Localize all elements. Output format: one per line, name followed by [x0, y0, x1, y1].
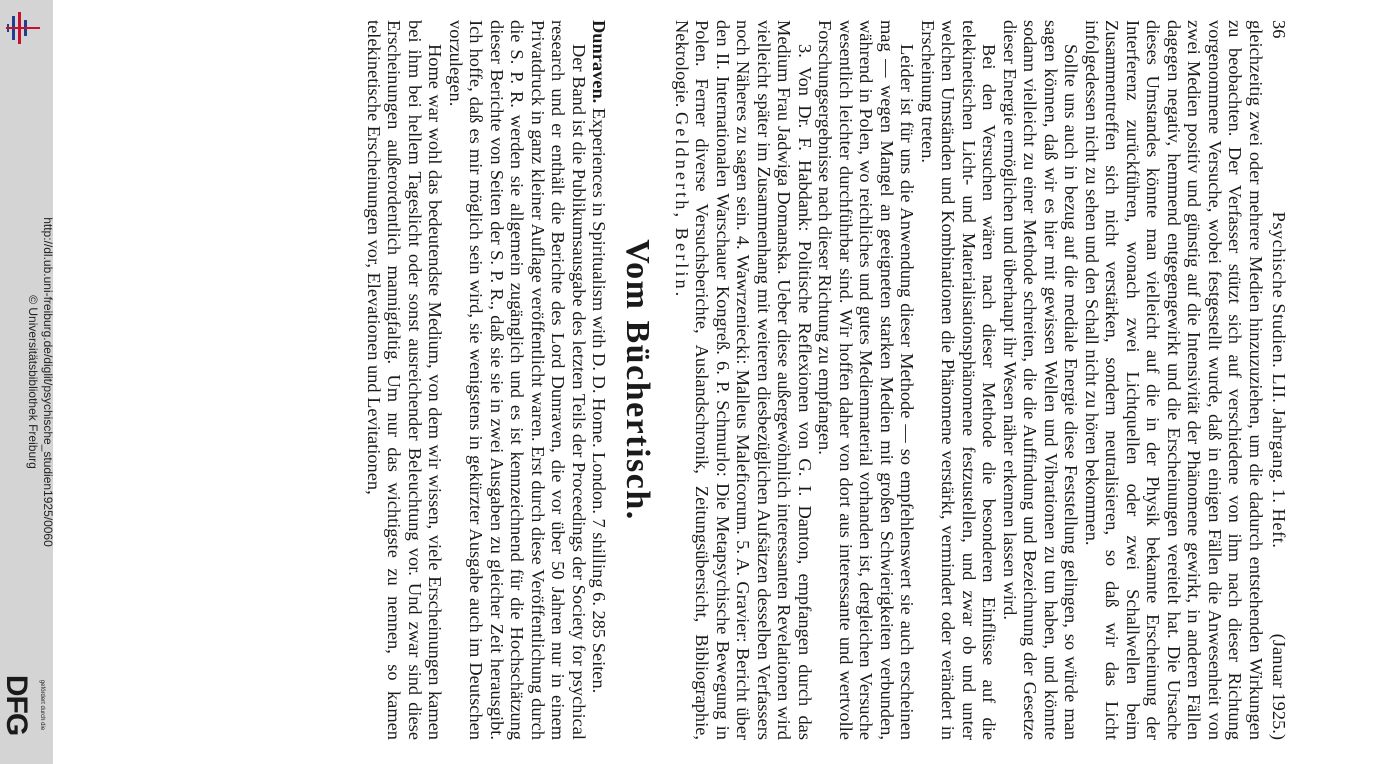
dfg-logo-icon: DFG [0, 674, 33, 736]
section-title: Vom Büchertisch. [619, 239, 657, 521]
scanned-page [100, 20, 1290, 740]
body-paragraph: gleichzeitig zwei oder mehrere Medien hinzuzuziehen, um die dadurch entstehenden Wirkungen zu beobachten. Der Verfasser stützt sich auf verschiedene von ihm nach dieser Richtung vorgenommene Versuche, wobei festgestellt wurde, daß in einigen Fällen die Anwesenheit von zwei Medien positiv und günstig auf die Intensivität der Phänomene gewirkt, in anderen Fällen dagegen negativ, hemmend entgegengewirkt und die Erscheinungen vereitelt hat. Die Ursache dieses Umstandes könnte man vielleicht auf die in der Physik bekannte Erscheinung der Interferenz zurückführen, wonach zwei Lichtquellen oder zwei Schallwellen beim Zusammentreffen sich nicht verstärken, sondern neutralisieren, so daß wir das Licht infolgedessen nicht zu sehen und den Schall nicht zu hören bekommen. [1082, 20, 1266, 740]
author-signature: Geldnerth, Berlin. [672, 111, 692, 300]
body-paragraph: Bei den Versuchen wären nach dieser Methode die besonderen Einflüsse auf die telekinetischen Licht- und Materialisationsphänomene festzustellen, und zwar ob und unter welchen Umständen und Kombinationen die Phänomene verstärkt, vermindert oder verändert in Erscheinung treten. [918, 20, 1000, 740]
body-paragraph: Home war wohl das bedeutendste Medium, von dem wir wissen, viele Erscheinungen kamen bei ihm bei hellem Tageslicht oder sonst ausreichender Beleuchtung vor. Und zwar sind diese Erscheinungen außerordentlich mannigfaltig. Um nur das wichtigste zu nennen, so kamen telekinetische Erscheinungen vor, Elevationen und Levitationen, [364, 20, 446, 740]
body-paragraph: Leider ist für uns die Anwendung dieser Methode — so empfehlenswert sie auch erscheinen mag — wegen Mangel an geeigneten starken Medien mit großen Schwierigkeiten verbunden, während in Polen, wo reichliches und gutes Medienmaterial vorhanden ist, dergleichen Versuche wesentlich leichter durchführbar sind. Wir hoffen daher von dort aus interessante und wertvolle Forschungsergebnisse nach dieser Richtung zu empfangen. [815, 20, 918, 740]
body-paragraph [672, 20, 816, 740]
body-paragraph: Sollte uns auch in bezug auf die mediale Energie diese Feststellung gelingen, so würde man sagen können, daß wir es hier mit gewissen Wellen und Vibrationen zu tun haben, und könnte sodann vielleicht zu einer Methode schreiten, die die Auffindung und Bezeichnung der Gesetze dieser Energie ermöglichen und überhaupt ihr Wesen näher erkennen lassen wird. [1000, 20, 1082, 740]
viewer-sidebar-strip [0, 0, 53, 764]
running-head [1268, 20, 1290, 740]
document-url-link[interactable]: http://dl.ub.uni-freiburg.de/diglit/psychische_studien1925/0060 [41, 217, 55, 547]
copyright-notice: © Universitätsbibliothek Freiburg [26, 295, 40, 469]
book-entry-title [589, 20, 610, 740]
book-details: Experiences in Spiritualism with D. D. Home. London. 7 shilling 6. 285 Seiten. [589, 107, 610, 694]
page-number: 36 [1269, 20, 1289, 39]
university-library-logo-icon [3, 10, 43, 46]
book-author: Dunraven. [589, 20, 610, 104]
document-url-and-copyright [25, 217, 55, 547]
paragraph-text: 3. Von Dr. F. Habdank: Politische Reflexionen von G. I. Danton, empfangen durch das Medium Frau Jadwiga Domanska. Ueber diese außergewöhnlich interessanten Revelationen wird vielleicht später im Zusammenhang mit weiteren diesbezüglichen Aufsätzen desselben Verfassers noch Näheres zu sagen sein. 4. Wawrzeniecki: Malleus Maleficorum. 5. A. Gravier: Bericht über den II. Internationalen Warschauer Kongreß. 6. P. Schmurlo: Die Metapsychische Bewegung in Polen. Ferner diverse Versuchsberichte, Auslandschronik, Zeitungsübersicht, Bibliographie, Nekrologie. [672, 20, 815, 740]
journal-header-title: Psychische Studien. LII. Jahrgang. 1. Heft. [1269, 211, 1289, 549]
journal-header-issue: (Januar 1925.) [1269, 633, 1289, 740]
body-paragraph: Der Band ist die Publikumsausgabe des letzten Teils der Proceedings der Society for psychical research und er enthält die Berichte des Lord Dunraven, die vor über 50 Jahren nur in einem Privatdruck in ganz kleiner Auflage veröffentlicht waren. Erst durch diese Veröffentlichung durch die S. P. R. werden sie allgemein zugänglich und es ist kennzeichnend für die Hochschätzung dieser Berichte von Seiten der S. P. R., daß sie sie in zwei Ausgaben zu gleicher Zeit herausgibt. Ich hoffe, daß es mir möglich sein wird, sie wenigstens in gekürzter Ausgabe auch im Deutschen vorzulegen. [446, 20, 589, 740]
dfg-funding-note: gefördert durch die [39, 679, 45, 731]
